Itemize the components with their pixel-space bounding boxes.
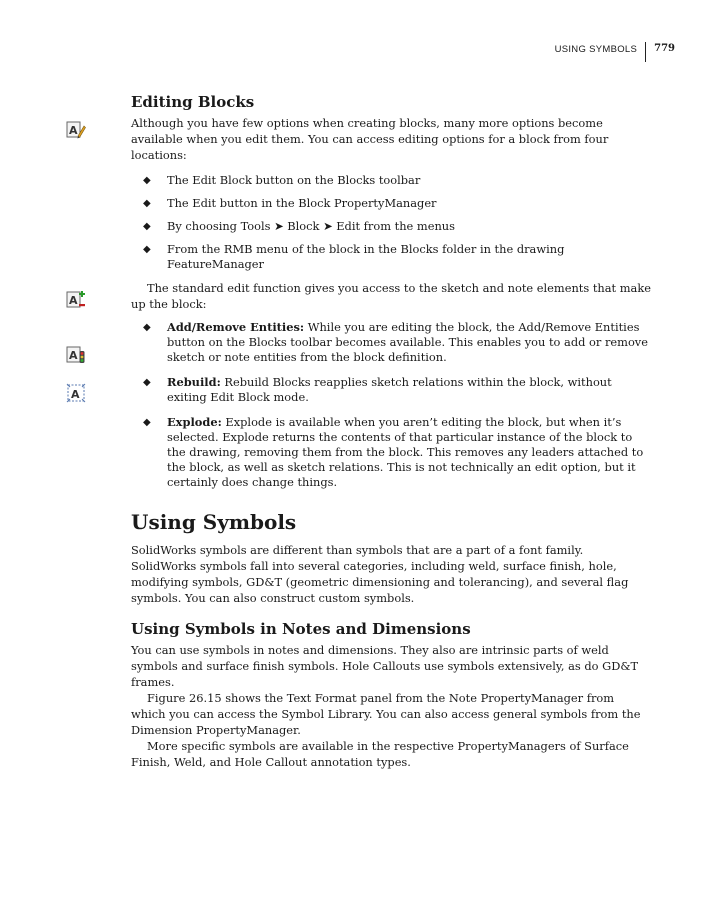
notes-dims-para-1: You can use symbols in notes and dimensions. They also are intrinsic parts of weld symbols and surface finish symbols. Hole Callouts use symbols extensively, as do GD&T frames. [131, 643, 639, 689]
page-number: 779 [654, 43, 675, 54]
svg-text:A: A [69, 124, 78, 137]
running-title: USING SYMBOLS [554, 44, 638, 55]
bullet-icon: ◆ [143, 198, 151, 209]
list-item: ◆ From the RMB menu of the block in the Blocks folder in the drawing FeatureManager [143, 242, 565, 271]
add-remove-entities-icon [66, 290, 86, 310]
svg-text:A: A [69, 294, 78, 307]
list-item: ◆ Add/Remove Entities: While you are editing the block, the Add/Remove Entities button on the Blocks toolbar becomes available. This enables you to add or remove sketch or note entities from the block definition. [143, 320, 648, 364]
svg-text:A: A [69, 349, 78, 362]
running-header [555, 42, 675, 62]
notes-dims-para-3: More specific symbols are available in the respective PropertyManagers of Surface Finish, Weld, and Hole Callout annotation types. [131, 739, 629, 769]
heading-notes-dimensions: Using Symbols in Notes and Dimensions [131, 620, 471, 638]
heading-using-symbols: Using Symbols [131, 510, 297, 534]
edit-functions-list [131, 320, 651, 490]
list-item: ◆ The Edit Block button on the Blocks toolbar [143, 173, 421, 187]
notes-dims-para-2: Figure 26.15 shows the Text Format panel from the Note PropertyManager from which you can access the Symbol Library. You can also access general symbols from the Dimension PropertyManager. [131, 691, 641, 737]
heading-editing-blocks: Editing Blocks [131, 93, 255, 111]
std-edit-para: The standard edit function gives you access to the sketch and note elements that make up the block: [131, 281, 651, 311]
editing-blocks-intro: Although you have few options when creating blocks, many more options become available when you edit them. You can access editing options for a block from four locations: [131, 116, 609, 162]
bullet-icon: ◆ [143, 417, 151, 428]
bullet-icon: ◆ [143, 377, 151, 388]
using-symbols-para: SolidWorks symbols are different than symbols that are a part of a font family. SolidWorks symbols fall into several categories, including weld, surface finish, hole, modifying symbols, GD&T (geometric dimensioning and tolerancing), and several flag symbols. You can also construct custom symbols. [131, 543, 629, 605]
edit-block-icon [66, 120, 86, 140]
list-item: ◆ Explode: Explode is available when you aren’t editing the block, but when it’s selected. Explode returns the contents of that particular instance of the block to the drawing, removing them from the block. This removes any leaders attached to the block, as well as sketch relations. This is not technically an edit option, but it certainly does change things. [143, 415, 644, 489]
bullet-icon: ◆ [143, 322, 151, 333]
list-item: ◆ By choosing Tools ➤ Block ➤ Edit from the menus [143, 219, 455, 233]
content-column [131, 93, 651, 770]
edit-locations-list [131, 173, 651, 272]
list-item: ◆ The Edit button in the Block PropertyManager [143, 196, 437, 210]
bullet-icon: ◆ [143, 175, 151, 186]
header-divider [645, 42, 646, 62]
explode-block-icon [66, 383, 86, 403]
list-item: ◆ Rebuild: Rebuild Blocks reapplies sketch relations within the block, without exiting Edit Block mode. [143, 375, 612, 404]
rebuild-blocks-icon [66, 345, 86, 365]
bullet-icon: ◆ [143, 244, 151, 255]
bullet-icon: ◆ [143, 221, 151, 232]
svg-text:A: A [71, 388, 80, 401]
